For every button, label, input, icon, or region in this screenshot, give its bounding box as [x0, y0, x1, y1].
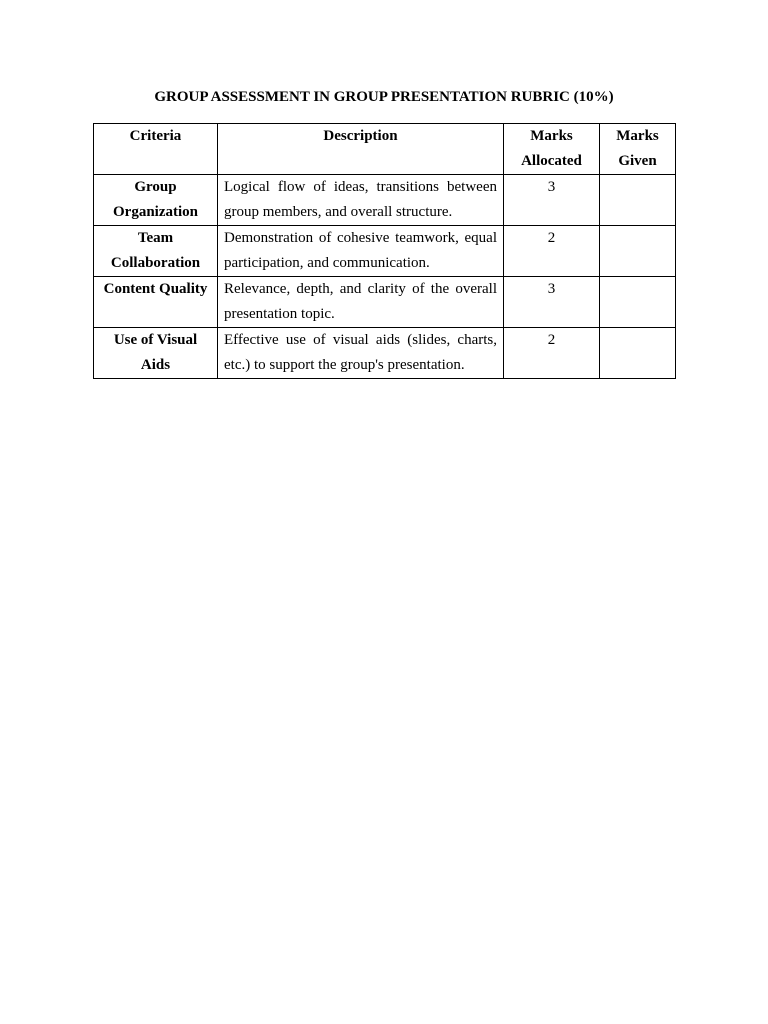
- marks-given-cell[interactable]: [600, 277, 676, 328]
- table-header-row: [94, 124, 676, 175]
- rubric-table: [93, 123, 676, 379]
- criteria-cell: Use of Visual Aids: [94, 328, 218, 379]
- table-row: [94, 226, 676, 277]
- document-title: GROUP ASSESSMENT IN GROUP PRESENTATION RUBRIC (10%): [154, 89, 614, 105]
- table-row: [94, 277, 676, 328]
- header-marks-allocated: Marks Allocated: [504, 124, 600, 175]
- marks-allocated-cell: 3: [504, 175, 600, 226]
- description-cell: Logical flow of ideas, transitions between group members, and overall structure.: [218, 175, 504, 226]
- marks-given-cell[interactable]: [600, 328, 676, 379]
- criteria-cell: Group Organization: [94, 175, 218, 226]
- table-row: [94, 328, 676, 379]
- marks-given-cell[interactable]: [600, 226, 676, 277]
- header-criteria: Criteria: [94, 124, 218, 175]
- table-row: [94, 175, 676, 226]
- description-cell: Demonstration of cohesive teamwork, equal participation, and communication.: [218, 226, 504, 277]
- description-cell: Effective use of visual aids (slides, charts, etc.) to support the group's presentation.: [218, 328, 504, 379]
- marks-given-cell[interactable]: [600, 175, 676, 226]
- header-marks-given: Marks Given: [600, 124, 676, 175]
- header-description: Description: [218, 124, 504, 175]
- marks-allocated-cell: 2: [504, 328, 600, 379]
- marks-allocated-cell: 2: [504, 226, 600, 277]
- marks-allocated-cell: 3: [504, 277, 600, 328]
- criteria-cell: Team Collaboration: [94, 226, 218, 277]
- description-cell: Relevance, depth, and clarity of the overall presentation topic.: [218, 277, 504, 328]
- criteria-cell: Content Quality: [94, 277, 218, 328]
